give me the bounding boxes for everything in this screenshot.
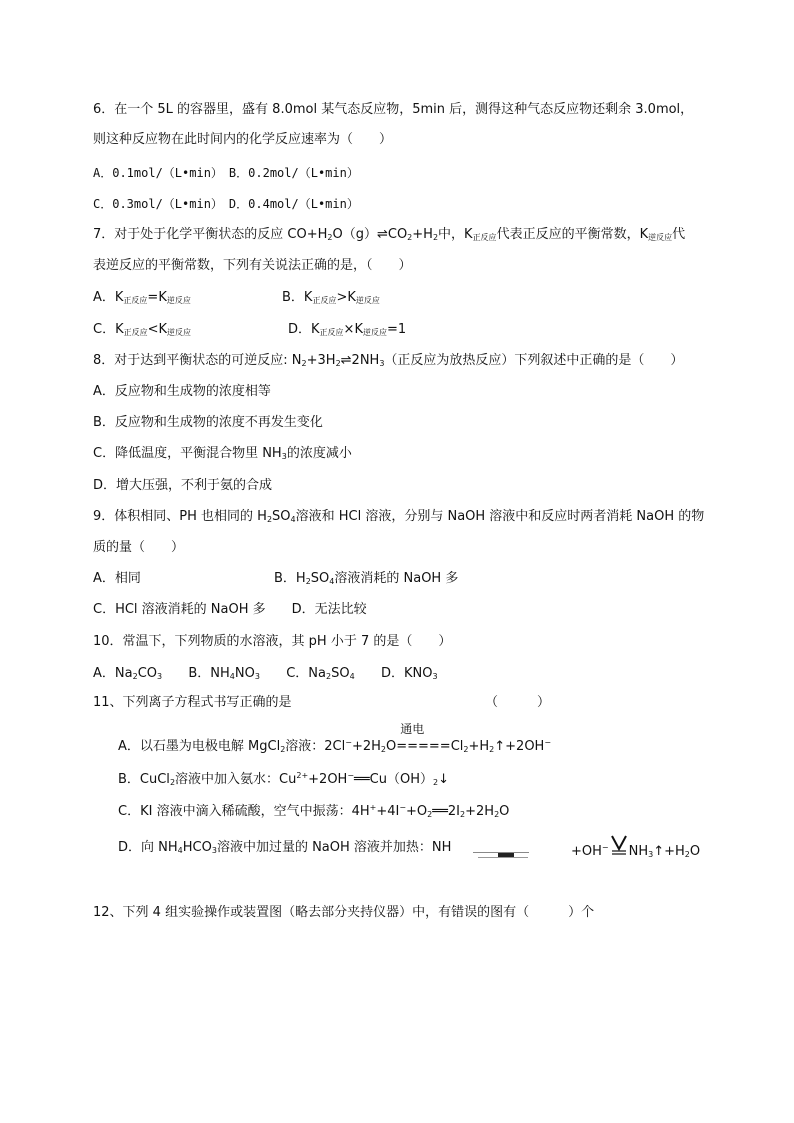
q9-b-text: 溶液消耗的 NaOH 多 [334,571,459,586]
q9-text: 溶液和 HCl 溶液，分别与 NaOH 溶液中和反应时两者消耗 NaOH 的物 [295,509,705,524]
q7-c-sub: 逆反应 [167,328,192,337]
question-11-answer-paren: （ ） [485,695,551,710]
question-9-line-1: 9．体积相同、PH 也相同的 $H_2SO_4$溶液和 HCl 溶液，分别与 NaOH 溶液中和反应时两者消耗 NaOH 的物 [93,509,705,524]
q7-a-sub: 逆反应 [166,296,191,305]
q11-d-text: ↑+H [653,844,685,859]
question-7-option-c [93,320,191,343]
q11-d-text: D．向 NH [118,840,178,855]
q11-d-text: +OH [571,844,602,859]
q10-c: SO [331,666,350,681]
q8-c-text: 的浓度减小 [286,446,352,461]
question-8-line-1: 8．对于达到平衡状态的可逆反应: $N_2+3H_2\rightleftharpoons 2NH_3$（正反应为放热反应）下列叙述中正确的是（ ） [93,353,684,368]
question-8-option-b: B．反应物和生成物的浓度不再发生变化 [93,415,323,430]
q11-c-text: +O [406,804,428,819]
q11-a-text: O [386,739,397,754]
q9-text: 9．体积相同、PH 也相同的 H [93,509,267,524]
q11-d-text: 溶液中加过量的 NaOH 溶液并加热：NH [216,840,452,855]
question-6-line-1: 6．在一个 5L 的容器里，盛有 8.0mol 某气态反应物，5min 后，测得这种气态反应物还剩余 3.0mol， [93,102,694,117]
q11-c-text: +2H [465,804,495,819]
q7-text: +H [412,227,433,242]
question-8-option-a: A．反应物和生成物的浓度相等 [93,384,271,399]
q8-text: ⇌2NH [340,353,380,368]
q7-a-sub: 正反应 [123,296,148,305]
q7-subscript: 正反应 [472,233,497,242]
q11-c-text: O [499,804,510,819]
q11-b-charge: 2+ [296,771,309,780]
q10-a: CO [137,666,157,681]
q7-text: 代表正反应的平衡常数，K [496,227,649,242]
q10-b: NO [234,666,255,681]
q7-d-text: D．K [288,322,320,337]
q11-b-text: ══Cu（OH） [354,772,434,787]
reaction-equals-sign: ===== [396,739,451,754]
q7-d-sub: 正反应 [319,328,344,337]
heat-triangle-icon [609,834,629,856]
question-7-line-2: 表逆反应的平衡常数，下列有关说法正确的是，（ ） [93,258,412,273]
question-11-option-b: B．CuCl$_2$溶液中加入氨水：$Cu^{2+}+2OH^-══Cu(OH)_2↓$ [118,771,450,787]
question-11-line-1: 11、下列离子方程式书写正确的是 [93,695,292,710]
q11-a-text: ↑+2OH [494,739,545,754]
q8-text: 8．对于达到平衡状态的可逆反应: N [93,353,302,368]
q10-c: C．Na [286,666,327,681]
question-9-option-a: A．相同 [93,571,141,586]
q11-d-text: O [689,844,701,859]
q7-a-text: A．K [93,290,124,305]
q11-a-text: +H [468,739,490,754]
q9-b-text: B．H [274,571,306,586]
q10-b: B．NH [188,666,230,681]
q11-b-text: B．CuCl [118,772,170,787]
q11-d-text: NH [628,844,649,859]
question-10-line-1: 10．常温下，下列物质的水溶液，其 pH 小于 7 的是（ ） [93,634,452,649]
q7-d-text: ×K [343,322,363,337]
q7-text: O（g）⇌CO [332,227,408,242]
q11-b-text: +2OH [308,772,348,787]
question-11-option-d: D．向 $NH_4HCO_3$溶液中加过量的 NaOH 溶液并加热：NH [118,840,452,855]
heating-symbol [609,838,629,858]
broken-image-fragment-line [478,857,528,858]
question-6-line-2: 则这种反应物在此时间内的化学反应速率为（ ） [93,132,393,147]
q11-a-text: 溶液：2Cl [285,739,346,754]
q9-b-text: SO [310,571,330,586]
question-11-option-d-continued: +OH− $NH_3↑+H_2O$ [571,838,700,865]
q7-a-text: =K [147,290,167,305]
q11-a-text: A．以石墨为电极电解 MgCl [118,739,281,754]
q7-b-text: >K [336,290,356,305]
question-10-options: A．$Na_2CO_3$ B．$NH_4NO_3$ C．$Na_2SO_4$ D．$KNO_3$ [93,666,438,681]
q7-c-text: C．K [93,322,124,337]
q7-text: 7．对于处于化学平衡状态的反应 CO+H [93,227,328,242]
electrolysis-condition-label: 通电 [400,722,425,736]
q7-b-text: B．K [282,290,313,305]
question-8-option-d: D．增大压强，不利于氨的合成 [93,478,273,493]
q7-d-text: =1 [386,322,407,337]
question-11-option-a: A．以石墨为电极电解 MgCl$_2$溶液：$2Cl^-+2H_2O$ 通电 $=====Cl_2+H_2↑+2OH^-$ [118,722,552,754]
question-9-option-b: B．$H_2SO_4$溶液消耗的 NaOH 多 [274,571,459,586]
q11-b-text: ↓ [438,772,450,787]
question-7-option-a [93,288,191,311]
q11-a-text: Cl [450,739,464,754]
question-11-option-c: C．KI 溶液中滴入稀硫酸，空气中振荡：$4H^++4I^-+O_2══2I_2+2H_2O$ [118,803,510,819]
question-9-line-2: 质的量（ ） [93,540,185,555]
q7-b-sub: 正反应 [312,296,337,305]
q7-b-sub: 逆反应 [355,296,380,305]
q7-c-text: <K [147,322,168,337]
q9-text: SO [272,509,291,524]
q8-c-text: C．降低温度，平衡混合物里 NH [93,446,282,461]
q11-a-text: +2H [351,739,381,754]
question-7-line-1: 7．对于处于化学平衡状态的反应 $CO+H_2O(g)\rightleftharpoons CO_2+H_2$中，$K_{正反应}$代表正反应的平衡常数，$K_{逆反应}$代 [93,227,686,242]
question-6-options-cd: C．0.3mol/（L•min） D．0.4mol/（L•min） [93,197,359,211]
question-6-options-ab: A．0.1mol/（L•min） B．0.2mol/（L•min） [93,166,359,180]
q7-text: 中，K [438,227,473,242]
question-7-option-d [288,320,406,343]
q10-d: D．KNO [380,666,433,681]
q11-c-text: C．KI 溶液中滴入稀硫酸，空气中振荡：4H [118,804,370,819]
q7-text: 代 [672,227,686,242]
q7-d-sub: 逆反应 [362,328,387,337]
question-7-option-b [282,288,380,311]
q11-b-text: 溶液中加入氨水：Cu [175,772,297,787]
q8-text: +3H [306,353,336,368]
q11-c-text: +4I [376,804,400,819]
q7-c-sub: 正反应 [123,328,148,337]
q8-text: （正反应为放热反应）下列叙述中正确的是（ ） [384,353,684,368]
question-9-options-cd: C．HCl 溶液消耗的 NaOH 多 D．无法比较 [93,602,367,617]
question-8-option-c: C．降低温度，平衡混合物里 $NH_3$的浓度减小 [93,446,352,461]
q11-d-text: HCO [182,840,212,855]
q7-subscript: 逆反应 [648,233,673,242]
question-12-line-1: 12、下列 4 组实验操作或装置图（略去部分夹持仪器）中，有错误的图有（ ）个 [93,905,595,920]
q10-a: A．Na [93,666,133,681]
q11-c-text: ══2I [432,804,461,819]
